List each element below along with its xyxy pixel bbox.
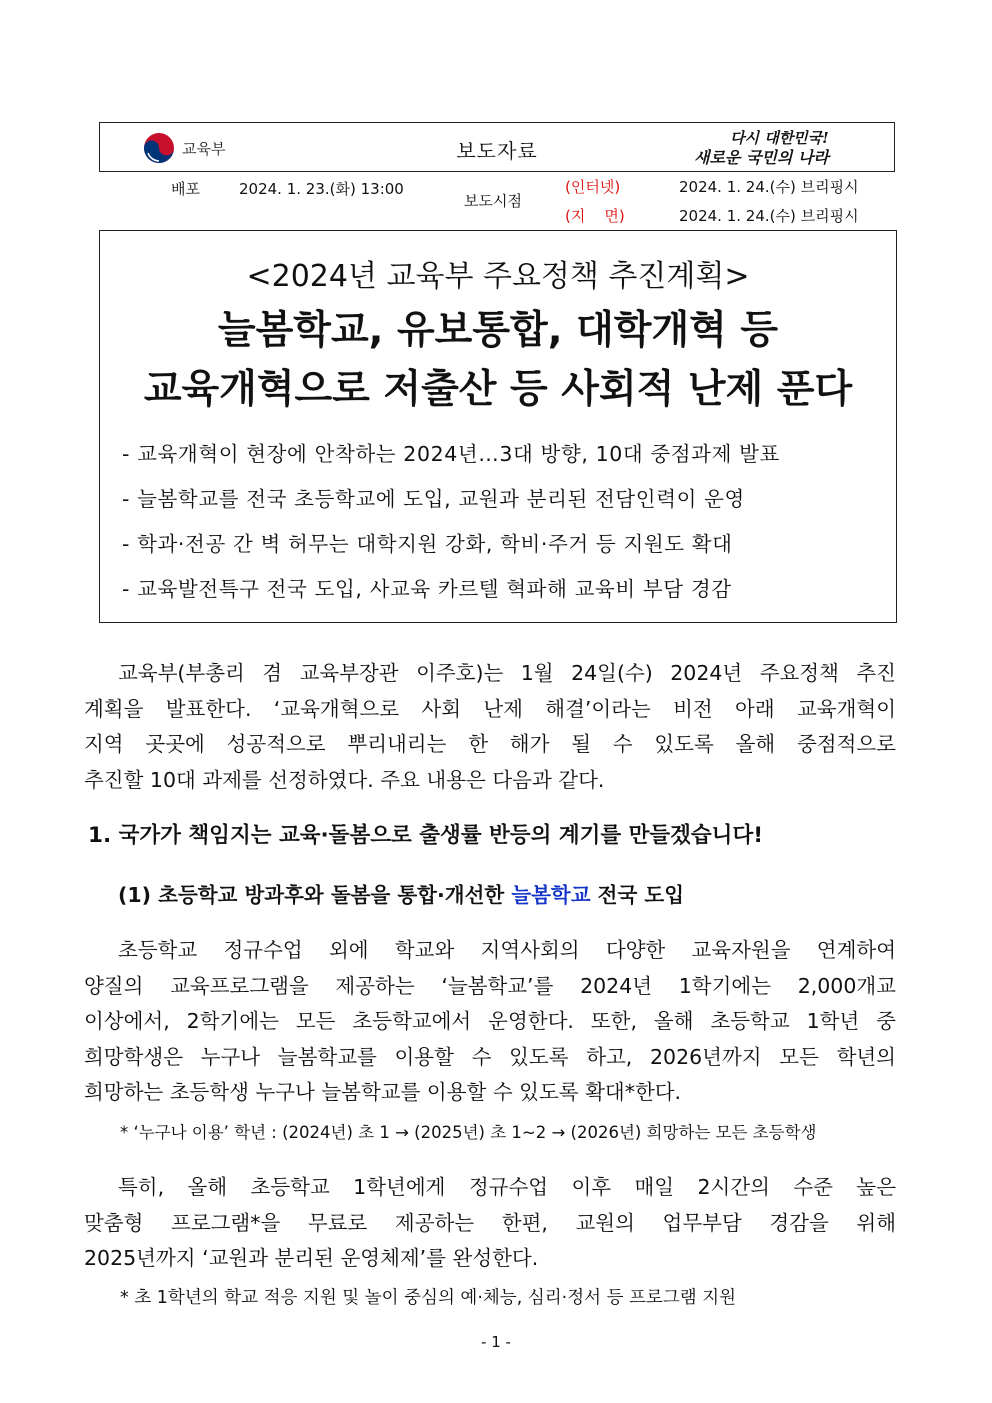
svg-text:새로운 국민의 나라: 새로운 국민의 나라 [694,148,829,167]
distribution-label: 배포 [171,180,200,198]
footnote: * 초 1학년의 학교 적응 지원 및 놀이 중심의 예·체능, 심리·정서 등 프로그램 지원 [120,1288,737,1308]
print-label: (지 면) [565,207,625,225]
paragraph-line: 희망학생은 누구나 늘봄학교를 이용할 수 있도록 하고, 2026년까지 모든 학년의 [84,1044,896,1069]
paragraph-line: 계획을 발표한다. ‘교육개혁으로 사회 난제 해결’이라는 비전 아래 교육개혁이 [84,696,896,721]
paragraph-line: 희망하는 초등학생 누구나 늘봄학교를 이용할 수 있도록 확대*한다. [84,1080,682,1104]
paragraph-line: 특히, 올해 초등학교 1학년에게 정규수업 이후 매일 2시간의 수준 높은 [118,1175,896,1199]
paragraph-line: 추진할 10대 과제를 선정하였다. 주요 내용은 다음과 같다. [84,767,605,792]
slogan-signature [692,127,872,173]
paragraph-line: 양질의 교육프로그램을 제공하는 ‘늘봄학교’를 2024년 1학기에는 2,000개교 [84,973,896,998]
headline-subtitle: <2024년 교육부 주요정책 추진계획> [246,259,750,294]
headline-box [99,230,897,623]
body-paragraph [84,1170,896,1277]
intro-paragraph [84,656,896,798]
paragraph-line: 초등학교 정규수업 외에 학교와 지역사회의 다양한 교육자원을 연계하여 [118,938,896,962]
internet-release-time: 2024. 1. 24.(수) 브리핑시 [679,178,859,196]
headline-main-line-1: 늘봄학교, 유보통합, 대학개혁 등 [217,308,779,353]
subsection-heading-suffix: 전국 도입 [590,883,685,907]
document-type: 보도자료 [456,139,538,163]
summary-bullet: - 학과·전공 간 벽 허무는 대학지원 강화, 학비·주거 등 지원도 확대 [122,532,733,556]
paragraph-line: 지역 곳곳에 성공적으로 뿌리내리는 한 해가 될 수 있도록 올해 중점적으로 [84,732,896,756]
svg-text:다시 대한민국!: 다시 대한민국! [730,129,829,147]
summary-bullet: - 교육발전특구 전국 도입, 사교육 카르텔 혁파해 교육비 부담 경감 [122,577,732,601]
ministry-name: 교육부 [182,139,226,158]
internet-label: (인터넷) [565,178,621,196]
highlight-text: 늘봄학교 [511,883,591,907]
subsection-heading-prefix: (1) 초등학교 방과후와 돌봄을 통합·개선한 [118,883,512,907]
press-release-header [99,122,895,172]
paragraph-line: 2025년까지 ‘교원과 분리된 운영체제’를 완성한다. [84,1246,539,1270]
page-number: - 1 - [481,1333,511,1351]
paragraph-line: 이상에서, 2학기에는 모든 초등학교에서 운영한다. 또한, 올해 초등학교 1학년 중 [84,1009,896,1033]
footnote: * ‘누구나 이용’ 학년 : (2024년) 초 1 → (2025년) 초 1~2 → (2026년) 희망하는 모든 초등학생 [120,1123,817,1142]
section-heading: 1. 국가가 책임지는 교육·돌봄으로 출생률 반등의 계기를 만들겠습니다! [88,823,764,848]
body-paragraph [84,933,896,1111]
headline-main-line-2: 교육개혁으로 저출산 등 사회적 난제 푼다 [143,367,853,412]
summary-bullet: - 늘봄학교를 전국 초등학교에 도입, 교원과 분리된 전담인력이 운영 [122,487,745,511]
release-time-label: 보도시점 [464,192,522,210]
paragraph-line: 교육부(부총리 겸 교육부장관 이주호)는 1월 24일(수) 2024년 주요정책 추진 [118,661,896,685]
distribution-datetime: 2024. 1. 23.(화) 13:00 [239,180,404,198]
summary-bullet: - 교육개혁이 현장에 안착하는 2024년…3대 방향, 10대 중점과제 발표 [122,442,780,466]
print-release-time: 2024. 1. 24.(수) 브리핑시 [679,207,859,225]
paragraph-line: 맞춤형 프로그램*을 무료로 제공하는 한편, 교원의 업무부담 경감을 위해 [84,1210,896,1235]
subsection-heading [118,878,684,908]
